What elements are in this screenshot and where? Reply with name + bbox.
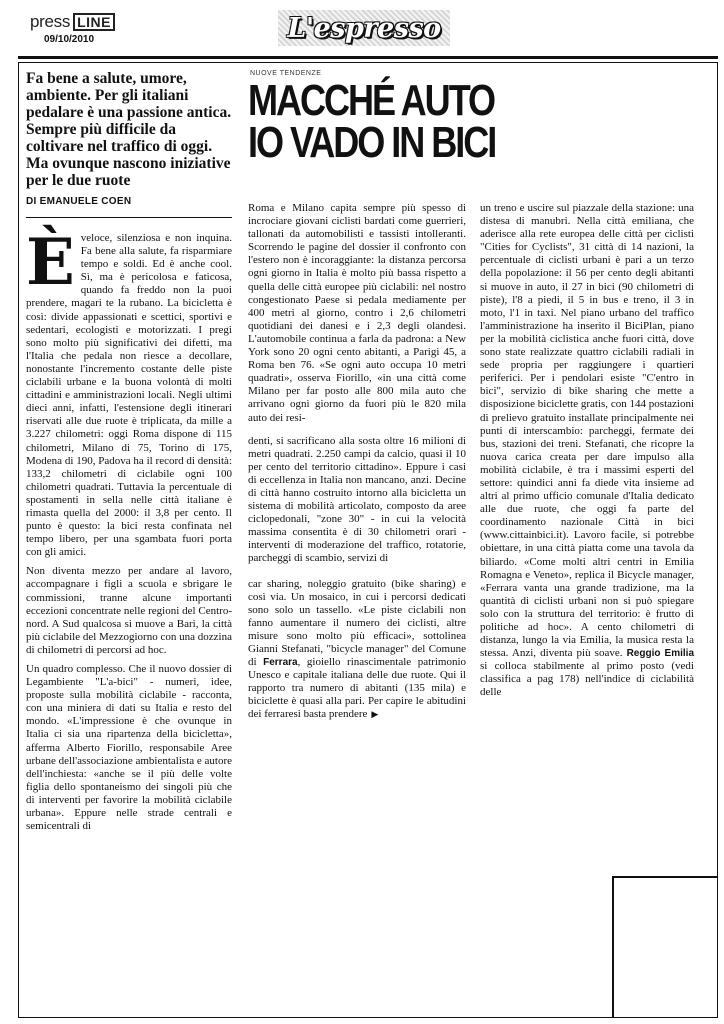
paragraph <box>26 225 232 559</box>
headline-line-1: MACCHÉ AUTO <box>248 76 495 125</box>
city-name: Ferrara <box>263 657 298 669</box>
paragraph-text: , gioiello rinascimentale patrimonio Unesco e capitale italiana delle due ruote. Qui il rapporto tra numero di abitanti (135 mila) e biciclette è quasi alla pari. Per capire le abitudini dei ferraresi basta prendere <box>248 656 467 721</box>
press-line-brand <box>30 12 115 32</box>
paragraph <box>248 578 466 722</box>
clipping-header <box>0 0 724 58</box>
paragraph-text: car sharing, noleggio gratuito (bike sharing) e così via. Un mosaico, in cui i percorsi dedicati sono solo un tassello. «Le piste ciclabili non fanno aumentare il numero dei ciclisti, altre misure sono molto più efficaci», sottolinea Gianni Stefanati, "bicycle manager" del Comune di <box>248 577 466 669</box>
paragraph-text: veloce, silenziosa e non inquina. Fa bene alla salute, fa risparmiare tempo e soldi. Ed è anche cool. Sì, ma è pericolosa e faticosa, quando fa freddo non la puoi prendere, magari te la rubano. La bicicletta è così: divide appassionati e scettici, sportivi e sedentari, ecologisti e motorizzati. I pregi sono molto più significativi dei difetti, ma l'Italia che pedala non riesce a decollare, nonostante l'incremento costante delle piste ciclabili urbane e la buona volontà di molti cittadini e amministrazioni locali. Negli ultimi dieci anni, infatti, l'estensione degli itinerari riservati alle due ruote è triplicata, da mille a 3.227 chilometri: oggi Roma dispone di 115 chilometri, Milano di 75, Torino di 175, Modena di 190, Padova ha il record di densità: 133,2 chilometri di ciclabile ogni 100 chilometri quadrati. Tuttavia la percentuale di spostamenti in sella nelle città italiane è rimasta quella del 2000: il 3,8 per cento. Il punto è questo: la bici resta confinata nel tempo libero, per una sgambata fuori porta con gli amici. <box>26 232 232 559</box>
continue-arrow-icon: ▶ <box>371 709 379 720</box>
article-lead: Fa bene a salute, umore, ambiente. Per gli italiani pedalare è una passione antica. Sempre più difficile da coltivare nel traffico di oggi. Ma ovunque nascono iniziative per le due ruote <box>26 70 232 189</box>
paragraph: denti, si sacrificano alla sosta oltre 16 milioni di metri quadrati. 2.250 campi da calcio, quasi il 10 per cento del territorio cittadino». Eppure i casi di eccellenza in Italia non mancano, anzi. Decine di città hanno costruito intorno alla bicicletta un sistema di mobilità articolato, composto da aree ciclopedonali, "zone 30" - in cui la velocità massima consentita è di 30 chilometri orari - interventi di moderazione del traffico, rotatorie, parcheggi di scambio, servizi di <box>248 434 466 565</box>
paragraph-text: un treno e uscire sul piazzale della stazione: una distesa di manubri. Nella città emiliana, che aderisce alla rete europea delle città per ciclisti "Cities for Cyclists", 31 città di 14 nazioni, la percentuale di ciclisti urbani è pari a un terzo della popolazione: il 56 per cento degli abitanti si muove in auto, il 27 in bici (90 chilometri di piste), l'8 a piedi, il 5 in bus e treno, il 3 in moto, l'1 in taxi. Nel piano urbano del traffico l'amministrazione ha inserito il BiciPlan, piano per la mobilità ciclistica anche fuori città, dove sono state realizzate quattro ciclabili radiali in sede propria per raggiungere i quartieri periferici. Per i pendolari esiste "C'entro in bici", servizio di bike sharing che mette a disposizione biciclette gratis, con 144 postazioni di prelievo gratuito installate principalmente nei punti di interscambio: parcheggi, fermate dei bus, stazioni dei treni. Stefanati, che ricopre la nuova carica creata per dare impulso alla mobilità ciclabile, è tra i massimi esperti del settore: quindici anni fa diede vita insieme ad altri al primo ufficio comunale d'Italia dedicato alle due ruote, che oggi fa parte del coordinamento nazionale Città in bici (www.cittainbici.it). Lavoro facile, si potrebbe obiettare, in una città piatta come una tavola da biliardo. «Come molti altri centri in Emilia Romagna e Veneto», replica il Bicycle manager, «Ferrara vanta una grande tradizione, ma la quantità di ciclisti urbani non si può spiegare solo con la struttura del territorio: è frutto di politiche ad hoc». A cento chilometri di distanza, lungo la via Emilia, la musica resta la stessa. Anzi, diventa più soave. <box>480 202 694 660</box>
paragraph: Non diventa mezzo per andare al lavoro, accompagnare i figli a scuola e sbrigare le commissioni, tranne alcune importanti eccezioni concentrate nelle regioni del Centro-nord. A Sud qualcosa si muove a Bari, la città più ciclabile del Mezzogiorno con una dozzina di chilometri di percorsi ad hoc. <box>26 565 232 656</box>
column-middle <box>248 202 466 728</box>
header-rule <box>18 56 718 59</box>
paragraph: Un quadro complesso. Che il nuovo dossier di Legambiente "L'a-bici" - numeri, idee, proposte sulla mobilità ciclabile - racconta, con una miniera di dati su Italia e resto del mondo. «L'impressione è che ovunque in Italia ci sia una ripartenza della bicicletta», afferma Alberto Fiorillo, responsabile Aree urbane dell'associazione ambientalista e autore dell'inchiesta: «anche se il più delle volte figlia dello spontaneismo dei singoli più che di interventi per favorire la mobilità ciclabile urbana». Eppure nelle strade centrali e semicentrali di <box>26 663 233 833</box>
brand-prefix: press <box>30 12 71 31</box>
corner-box <box>612 876 718 1018</box>
paragraph-text: si colloca stabilmente al primo posto (vedi classifica a pag 178) nell'indice di ciclabilità delle <box>480 660 694 699</box>
paragraph <box>480 202 694 700</box>
headline <box>248 76 496 167</box>
paragraph: Roma e Milano capita sempre più spesso di incrociare giovani ciclisti bardati come guerrieri, tallonati da automobilisti e tassisti intolleranti. Scorrendo le pagine del dossier il confronto con l'estero non è incoraggiante: la distanza percorsa ogni giorno in Italia è molto più bassa rispetto a quella delle città europee più ciclabili: nel nostro congestionato Paese si pedala mediamente per 400 metri al giorno, contro i 2,6 chilometri quotidiani dei danesi e i 2,3 degli olandesi. L'automobile continua a farla da padrona: a New York sono 20 ogni cento abitanti, a Parigi 45, a Roma ben 76. «Se ogni auto occupa 10 metri quadrati», osserva Fiorillo, «in una città come Milano per far posto alle 800 mila auto che arrivano ogni giorno da fuori più le 820 mila auto dei resi- <box>248 202 466 424</box>
clipping-date: 09/10/2010 <box>44 34 95 45</box>
column-right <box>480 202 694 706</box>
headline-line-2: IO VADO IN BICI <box>248 118 496 167</box>
brand-suffix: LINE <box>73 13 115 31</box>
kicker: NUOVE TENDENZE <box>250 70 322 77</box>
publication-name: L'espresso <box>287 12 441 44</box>
column-left-body <box>26 225 233 833</box>
byline: DI EMANUELE COEN <box>26 196 132 207</box>
publication-logo <box>278 10 450 46</box>
city-name: Reggio Emilia <box>626 648 695 660</box>
dropcap: È <box>26 225 75 300</box>
column-left <box>26 70 232 839</box>
byline-rule <box>26 217 232 218</box>
